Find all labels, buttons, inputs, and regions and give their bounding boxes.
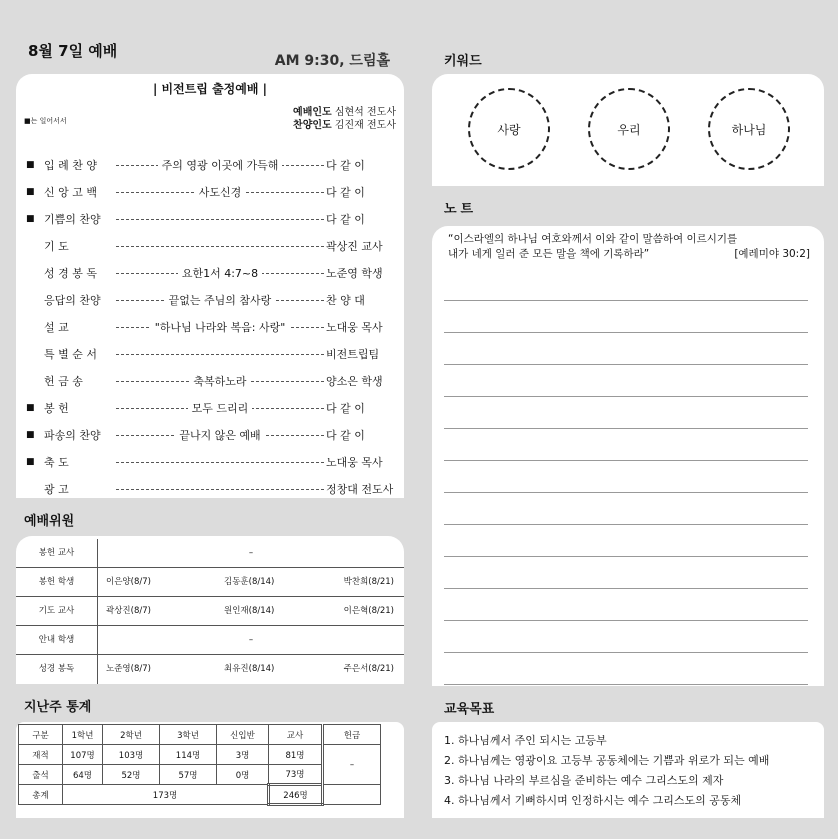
order-row	[24, 287, 400, 314]
order-list	[24, 152, 400, 503]
staff-row	[16, 539, 404, 568]
staff-row	[16, 655, 404, 684]
order-item-detail-wrap	[116, 395, 324, 422]
order-item-person: 노대웅 목사	[326, 456, 383, 469]
staff-role: 기도 교사	[16, 597, 98, 625]
staff-row	[16, 568, 404, 597]
note-line	[444, 428, 808, 429]
stats-header-cell: 교사	[269, 725, 323, 745]
stats-cell: 81명	[269, 745, 323, 765]
stats-cell: 107명	[63, 745, 103, 765]
order-item-name: 기쁨의 찬양	[44, 213, 101, 226]
staff-table	[16, 536, 404, 684]
stats-table	[18, 724, 381, 806]
order-item-detail: 주의 영광 이곳에 가득해	[158, 159, 283, 172]
order-item-detail: "하나님 나라와 복음: 사랑"	[151, 321, 290, 334]
stats-cell: 출석	[19, 765, 63, 785]
staff-cell: 이은양(8/7)	[106, 577, 151, 587]
note-line	[444, 300, 808, 301]
goal-item: 3. 하나님 나라의 부르심을 준비하는 예수 그리스도의 제자	[444, 774, 724, 787]
order-item-detail-wrap	[116, 314, 324, 341]
order-item-name: 성 경 봉 독	[44, 267, 97, 280]
order-item-person: 찬 양 대	[326, 294, 365, 307]
staff-cell: 김동훈(8/14)	[224, 577, 275, 587]
stand-marker: ■	[26, 187, 35, 197]
stats-total-students: 173명	[63, 785, 269, 805]
stats-cell: 0명	[217, 765, 269, 785]
staff-cell: 최유진(8/14)	[224, 664, 275, 674]
order-item-person: 양소은 학생	[326, 375, 383, 388]
goal-item: 4. 하나님께서 기뻐하시며 인정하시는 예수 그리스도의 공동체	[444, 794, 742, 807]
note-line	[444, 524, 808, 525]
order-item-detail-wrap	[116, 179, 324, 206]
order-row	[24, 233, 400, 260]
order-item-name: 축 도	[44, 456, 69, 469]
dashed-leader	[116, 489, 324, 490]
order-row	[24, 179, 400, 206]
verse-line: “이스라엘의 하나님 여호와께서 이와 같이 말씀하여 이르시기를	[448, 233, 738, 245]
order-item-person: 비전트립팀	[326, 348, 380, 361]
order-item-detail-wrap	[116, 287, 324, 314]
note-line	[444, 620, 808, 621]
dashed-leader	[116, 246, 324, 247]
order-item-name: 기 도	[44, 240, 69, 253]
stand-marker: ■	[26, 214, 35, 224]
stats-empty-cell	[323, 785, 381, 805]
order-item-name: 응답의 찬양	[44, 294, 101, 307]
staff-row	[16, 597, 404, 626]
stats-cell: 재적	[19, 745, 63, 765]
stats-header-cell: 3학년	[160, 725, 217, 745]
order-item-detail-wrap	[116, 152, 324, 179]
note-line	[444, 460, 808, 461]
stats-total-label: 총계	[19, 785, 63, 805]
order-row	[24, 314, 400, 341]
order-item-detail: 사도신경	[195, 186, 246, 199]
stand-marker: ■	[26, 160, 35, 170]
staff-title: 예배위원	[24, 514, 75, 529]
leader-row: 예배인도 심현석 전도사	[293, 107, 396, 118]
stats-cell: 103명	[103, 745, 160, 765]
service-order-box	[16, 74, 404, 498]
order-row	[24, 449, 400, 476]
goal-item: 2. 하나님께는 영광이요 고등부 공동체에는 기쁨과 위로가 되는 예배	[444, 754, 770, 767]
staff-empty: –	[248, 635, 254, 645]
stats-cell: 114명	[160, 745, 217, 765]
order-item-name: 설 교	[44, 321, 69, 334]
stats-cell: 64명	[63, 765, 103, 785]
note-title: 노트	[444, 202, 478, 217]
order-item-person: 다 같 이	[326, 402, 365, 415]
order-item-detail-wrap	[116, 368, 324, 395]
staff-cell: 주은서(8/21)	[343, 664, 394, 674]
stats-offering: –	[323, 745, 381, 785]
stats-cell: 52명	[103, 765, 160, 785]
order-row	[24, 395, 400, 422]
stats-box	[16, 722, 404, 818]
order-item-name: 헌 금 송	[44, 375, 83, 388]
stand-marker: ■	[26, 457, 35, 467]
order-item-person: 곽상진 교사	[326, 240, 383, 253]
stand-note: ■는 일어서서	[24, 117, 67, 125]
stats-header-cell: 신입반	[217, 725, 269, 745]
order-item-detail: 요한1서 4:7~8	[178, 267, 262, 280]
staff-cell: 곽상진(8/7)	[106, 606, 151, 616]
staff-cell: 원인재(8/14)	[224, 606, 275, 616]
goals-title: 교육목표	[444, 702, 495, 717]
order-item-person: 노준영 학생	[326, 267, 383, 280]
staff-role: 안내 학생	[16, 626, 98, 654]
order-item-name: 파송의 찬양	[44, 429, 101, 442]
order-item-detail-wrap	[116, 422, 324, 449]
left-column	[12, 14, 404, 828]
order-item-detail: 끝없는 주님의 참사랑	[165, 294, 276, 307]
leaders	[293, 106, 396, 132]
note-line	[444, 556, 808, 557]
dashed-leader	[116, 219, 324, 220]
staff-role: 성경 봉독	[16, 655, 98, 684]
stats-cell: 73명	[269, 765, 323, 785]
staff-row	[16, 626, 404, 655]
staff-cell: 이은혁(8/21)	[343, 606, 394, 616]
keywords-box	[432, 74, 824, 186]
keyword-circle: 우리	[588, 88, 670, 170]
stats-cell: 3명	[217, 745, 269, 765]
order-item-detail-wrap	[116, 260, 324, 287]
order-row	[24, 206, 400, 233]
order-row	[24, 152, 400, 179]
note-line	[444, 396, 808, 397]
order-row	[24, 341, 400, 368]
service-heading: | 비전트립 출정예배 |	[152, 82, 268, 96]
keyword-circle: 하나님	[708, 88, 790, 170]
stats-header-cell: 2학년	[103, 725, 160, 745]
staff-role: 봉헌 교사	[16, 539, 98, 567]
note-line	[444, 492, 808, 493]
bulletin-page	[12, 14, 832, 828]
goals-box	[432, 722, 824, 818]
right-column	[432, 14, 832, 828]
order-item-name: 신 앙 고 백	[44, 186, 97, 199]
keyword-circle: 사랑	[468, 88, 550, 170]
note-line	[444, 684, 808, 685]
note-line	[444, 652, 808, 653]
order-item-person: 다 같 이	[326, 186, 365, 199]
stats-total-all: 246명	[269, 785, 323, 805]
order-row	[24, 476, 400, 503]
order-item-detail: 끝나지 않은 예배	[175, 429, 264, 442]
note-box	[432, 226, 824, 686]
order-item-person: 정창대 전도사	[326, 483, 394, 496]
order-row	[24, 368, 400, 395]
staff-role: 봉헌 학생	[16, 568, 98, 596]
order-item-person: 노대웅 목사	[326, 321, 383, 334]
order-row	[24, 422, 400, 449]
leader-row: 찬양인도 김진재 전도사	[293, 120, 396, 131]
stand-marker: ■	[26, 403, 35, 413]
staff-cell: 노준영(8/7)	[106, 664, 151, 674]
service-time: AM 9:30, 드림홀	[274, 53, 390, 69]
note-line	[444, 588, 808, 589]
order-row	[24, 260, 400, 287]
staff-cell: 박찬희(8/21)	[343, 577, 394, 587]
order-item-name: 특 별 순 서	[44, 348, 97, 361]
order-item-person: 다 같 이	[326, 159, 365, 172]
goal-item: 1. 하나님께서 주인 되시는 고등부	[444, 734, 607, 747]
note-line	[444, 364, 808, 365]
stand-marker: ■	[26, 430, 35, 440]
order-item-name: 입 례 찬 양	[44, 159, 97, 172]
order-item-detail: 모두 드리리	[188, 402, 253, 415]
order-item-name: 봉 헌	[44, 402, 69, 415]
verse-line: 내가 네게 일러 준 모든 말을 책에 기록하라”	[448, 248, 650, 260]
stats-header-cell: 헌금	[323, 725, 381, 745]
service-date: 8월 7일 예배	[28, 42, 118, 60]
verse-reference: [예레미야 30:2]	[734, 248, 810, 260]
dashed-leader	[116, 354, 324, 355]
order-item-detail: 축복하노라	[189, 375, 250, 388]
order-item-name: 광 고	[44, 483, 69, 496]
stats-title: 지난주 통계	[24, 700, 92, 715]
order-item-person: 다 같 이	[326, 429, 365, 442]
keywords-title: 키워드	[444, 54, 482, 69]
staff-empty: –	[248, 548, 254, 558]
stats-header-cell: 1학년	[63, 725, 103, 745]
order-item-person: 다 같 이	[326, 213, 365, 226]
dashed-leader	[116, 462, 324, 463]
stats-cell: 57명	[160, 765, 217, 785]
note-line	[444, 332, 808, 333]
verse	[448, 232, 814, 262]
stats-header-cell: 구분	[19, 725, 63, 745]
